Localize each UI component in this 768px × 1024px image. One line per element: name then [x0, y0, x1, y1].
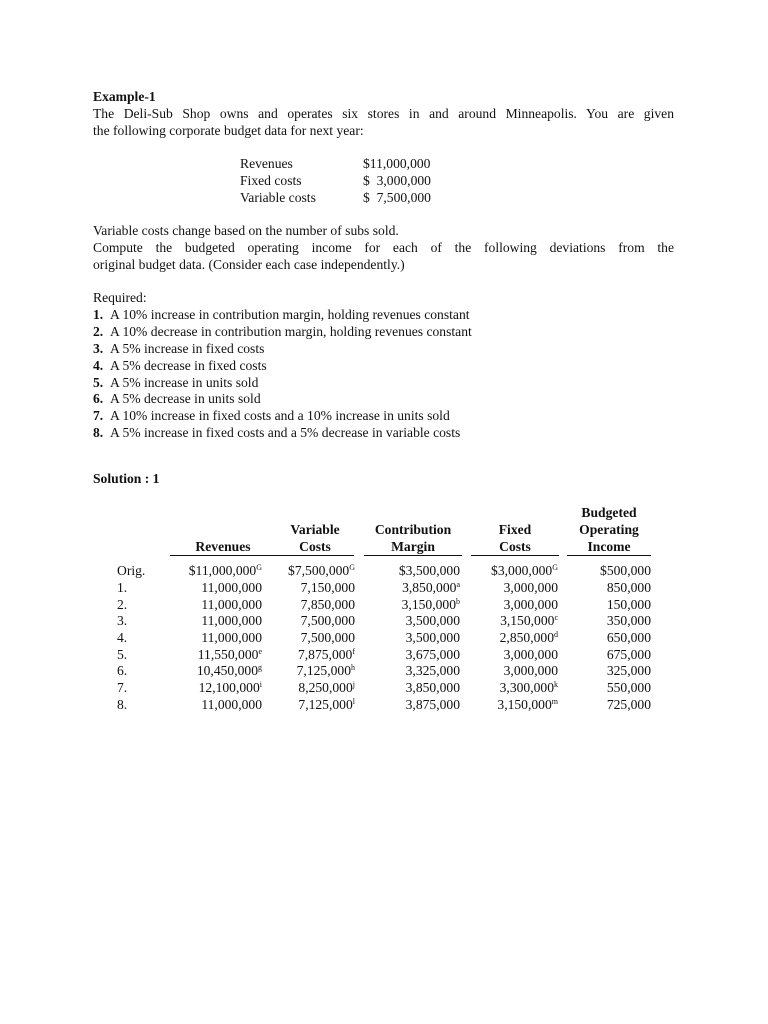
- cell-var: [301, 596, 355, 613]
- header-underline: [567, 555, 651, 556]
- cell-value: 7,125,000: [298, 697, 353, 712]
- cell-rev: [201, 596, 262, 613]
- cell-cm: [402, 579, 460, 596]
- cell-value: $7,500,000: [288, 563, 350, 578]
- cell-var: [298, 646, 355, 663]
- row-label: 3.: [117, 613, 128, 628]
- list-item-text: A 5% increase in fixed costs and a 5% decrease in variable costs: [110, 425, 461, 440]
- cell-value: 2,850,000: [499, 630, 554, 645]
- cell-value: 7,850,000: [300, 597, 355, 612]
- cell-footnote: i: [259, 680, 262, 689]
- list-item-number: 3.: [93, 341, 104, 356]
- cell-rev: [201, 579, 262, 596]
- cell-footnote: e: [258, 647, 262, 656]
- cell-footnote: G: [349, 563, 355, 572]
- cell-value: 725,000: [606, 697, 651, 712]
- header-budgeted-2: Operating: [579, 522, 639, 537]
- cell-value: 7,150,000: [300, 580, 355, 595]
- cell-value: 3,300,000: [499, 680, 554, 695]
- cell-var: [298, 696, 355, 713]
- cell-value: 3,000,000: [503, 580, 558, 595]
- row-label: 7.: [117, 680, 128, 695]
- required-label: Required:: [93, 290, 147, 305]
- cell-inc: [607, 646, 651, 663]
- list-item-number: 7.: [93, 408, 104, 423]
- cell-footnote: c: [554, 613, 558, 622]
- row-label: 5.: [117, 647, 128, 662]
- cell-var: [301, 612, 355, 629]
- list-item-number: 8.: [93, 425, 104, 440]
- cell-inc: [607, 662, 651, 679]
- cell-inc: [607, 596, 651, 613]
- cell-value: 650,000: [606, 630, 651, 645]
- cell-value: 850,000: [606, 580, 651, 595]
- list-item-number: 6.: [93, 391, 104, 406]
- cell-footnote: m: [551, 697, 558, 706]
- cell-value: $11,000,000: [188, 563, 257, 578]
- cell-value: 3,150,000: [500, 613, 555, 628]
- cell-cm: [399, 562, 460, 579]
- cell-value: 550,000: [606, 680, 651, 695]
- cell-value: 8,250,000: [298, 680, 353, 695]
- list-item: [93, 390, 261, 407]
- cell-fix: [504, 596, 558, 613]
- cell-footnote: G: [256, 563, 262, 572]
- cell-fix: [504, 646, 558, 663]
- cell-fix: [500, 629, 558, 646]
- cell-fix: [500, 612, 558, 629]
- cell-value: 3,500,000: [405, 613, 460, 628]
- header-underline: [364, 555, 462, 556]
- cell-fix: [491, 562, 558, 579]
- cell-value: 11,000,000: [201, 597, 262, 612]
- list-item-text: A 10% decrease in contribution margin, holding revenues constant: [110, 324, 472, 339]
- cell-footnote: d: [554, 630, 558, 639]
- cell-rev: [189, 562, 262, 579]
- cell-rev: [201, 612, 262, 629]
- list-item: [93, 407, 450, 424]
- header-fixed-2: Costs: [499, 539, 531, 554]
- cell-rev: [201, 629, 262, 646]
- cell-var: [301, 629, 355, 646]
- cell-value: 11,550,000: [197, 647, 259, 662]
- header-underline: [471, 555, 559, 556]
- cell-cm: [406, 679, 460, 696]
- cell-value: 675,000: [606, 647, 651, 662]
- cell-footnote: k: [554, 680, 558, 689]
- cell-value: 12,100,000: [198, 680, 260, 695]
- cell-value: 11,000,000: [201, 630, 262, 645]
- budget-label-revenues: Revenues: [240, 156, 293, 171]
- solution-title: Solution : 1: [93, 471, 160, 486]
- cell-value: 3,150,000: [401, 597, 456, 612]
- cell-value: 3,850,000: [405, 680, 460, 695]
- cell-value: 3,850,000: [402, 580, 457, 595]
- cell-inc: [607, 696, 651, 713]
- cell-inc: [600, 562, 651, 579]
- cell-footnote: l: [352, 697, 355, 706]
- cell-rev: [199, 679, 262, 696]
- cell-fix: [504, 662, 558, 679]
- cell-value: 150,000: [606, 597, 651, 612]
- cell-footnote: b: [456, 597, 460, 606]
- cell-fix: [500, 679, 558, 696]
- cell-value: 11,000,000: [201, 697, 262, 712]
- header-budgeted-1: Budgeted: [581, 505, 637, 520]
- cell-footnote: f: [352, 647, 355, 656]
- cell-cm: [402, 596, 460, 613]
- header-budgeted-3: Income: [587, 539, 631, 554]
- list-item-number: 5.: [93, 375, 104, 390]
- cell-footnote: g: [258, 663, 262, 672]
- header-fixed-1: Fixed: [498, 522, 532, 537]
- intro-line-1: The Deli-Sub Shop owns and operates six stores in and around Minneapolis. You are given: [93, 106, 674, 121]
- cell-cm: [406, 646, 460, 663]
- list-item-text: A 5% increase in units sold: [110, 375, 259, 390]
- header-revenues: Revenues: [195, 539, 251, 554]
- list-item-text: A 10% increase in fixed costs and a 10% increase in units sold: [110, 408, 450, 423]
- cell-value: 3,875,000: [405, 697, 460, 712]
- note-compute-line-1: Compute the budgeted operating income for each of the following deviations from the: [93, 240, 674, 255]
- cell-value: 7,125,000: [296, 663, 351, 678]
- list-item-number: 2.: [93, 324, 104, 339]
- note-variable-costs: Variable costs change based on the number of subs sold.: [93, 223, 399, 238]
- example-title: Example-1: [93, 89, 156, 104]
- row-label: 6.: [117, 663, 128, 678]
- list-item-text: A 5% decrease in fixed costs: [110, 358, 267, 373]
- cell-inc: [607, 679, 651, 696]
- header-contribution-2: Margin: [391, 539, 435, 554]
- list-item: [93, 340, 264, 357]
- budget-value-variable: $ 7,500,000: [363, 190, 431, 205]
- cell-value: 3,500,000: [405, 630, 460, 645]
- cell-cm: [406, 612, 460, 629]
- budget-label-fixed: Fixed costs: [240, 173, 302, 188]
- cell-value: 11,000,000: [201, 580, 262, 595]
- cell-footnote: h: [351, 663, 355, 672]
- intro-line-2: the following corporate budget data for next year:: [93, 123, 364, 138]
- cell-fix: [497, 696, 558, 713]
- cell-rev: [197, 662, 262, 679]
- cell-value: 325,000: [606, 663, 651, 678]
- row-label: 8.: [117, 697, 128, 712]
- cell-inc: [607, 579, 651, 596]
- header-variable-2: Costs: [299, 539, 331, 554]
- list-item: [93, 357, 267, 374]
- cell-footnote: j: [352, 680, 355, 689]
- cell-var: [301, 579, 355, 596]
- list-item: [93, 323, 472, 340]
- note-compute-line-2: original budget data. (Consider each case independently.): [93, 257, 405, 272]
- cell-footnote: G: [552, 563, 558, 572]
- list-item-text: A 10% increase in contribution margin, holding revenues constant: [110, 307, 470, 322]
- list-item: [93, 306, 470, 323]
- cell-rev: [201, 696, 262, 713]
- cell-value: 350,000: [606, 613, 651, 628]
- cell-inc: [607, 612, 651, 629]
- cell-value: 3,325,000: [405, 663, 460, 678]
- cell-fix: [504, 579, 558, 596]
- list-item-text: A 5% decrease in units sold: [110, 391, 261, 406]
- cell-value: 10,450,000: [196, 663, 258, 678]
- cell-value: 3,675,000: [405, 647, 460, 662]
- list-item: [93, 374, 258, 391]
- cell-inc: [607, 629, 651, 646]
- header-underline: [276, 555, 354, 556]
- cell-value: 7,875,000: [297, 647, 353, 662]
- cell-value: 3,000,000: [503, 663, 558, 678]
- cell-cm: [406, 662, 460, 679]
- cell-var: [297, 662, 355, 679]
- cell-value: 11,000,000: [201, 613, 262, 628]
- header-underline: [170, 555, 276, 556]
- row-label: 4.: [117, 630, 128, 645]
- cell-value: $500,000: [600, 563, 651, 578]
- cell-value: $3,000,000: [491, 563, 553, 578]
- budget-value-revenues: $11,000,000: [363, 156, 431, 171]
- budget-label-variable: Variable costs: [240, 190, 316, 205]
- list-item: [93, 424, 460, 441]
- cell-rev: [198, 646, 262, 663]
- list-item-text: A 5% increase in fixed costs: [110, 341, 265, 356]
- cell-value: $3,500,000: [398, 563, 460, 578]
- cell-var: [298, 679, 355, 696]
- cell-cm: [406, 696, 460, 713]
- header-contribution-1: Contribution: [374, 522, 452, 537]
- cell-value: 7,500,000: [300, 630, 355, 645]
- row-label: 1.: [117, 580, 128, 595]
- cell-value: 3,000,000: [503, 647, 558, 662]
- cell-cm: [406, 629, 460, 646]
- cell-var: [288, 562, 355, 579]
- list-item-number: 4.: [93, 358, 104, 373]
- row-label: 2.: [117, 597, 128, 612]
- list-item-number: 1.: [93, 307, 104, 322]
- cell-value: 3,150,000: [497, 697, 552, 712]
- cell-value: 3,000,000: [503, 597, 558, 612]
- header-variable-1: Variable: [290, 522, 340, 537]
- row-label: Orig.: [117, 563, 146, 578]
- budget-value-fixed: $ 3,000,000: [363, 173, 431, 188]
- cell-value: 7,500,000: [300, 613, 355, 628]
- cell-footnote: a: [456, 580, 460, 589]
